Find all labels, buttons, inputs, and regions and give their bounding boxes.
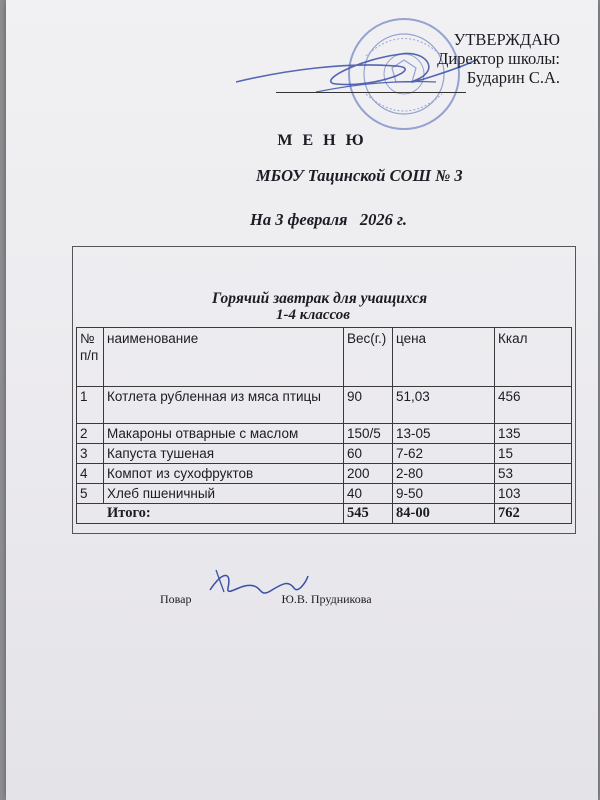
total-kcal: 762 xyxy=(495,504,572,524)
dish-weight: 90 xyxy=(344,387,393,424)
menu-table xyxy=(76,327,572,524)
school-name: МБОУ Тацинской СОШ № 3 xyxy=(256,166,463,185)
header-number: № п/п xyxy=(77,328,104,387)
dish-weight: 40 xyxy=(344,484,393,504)
row-number: 3 xyxy=(77,444,104,464)
dish-name: Компот из сухофруктов xyxy=(104,464,344,484)
dish-weight: 200 xyxy=(344,464,393,484)
header-name: наименование xyxy=(104,328,344,387)
dish-name: Макароны отварные с маслом xyxy=(104,424,344,444)
dish-name: Хлеб пшеничный xyxy=(104,484,344,504)
table-row xyxy=(77,387,572,424)
meal-caption: Горячий завтрак для учащихся xyxy=(212,290,428,307)
total-label: Итого: xyxy=(77,504,344,524)
header-kcal: Ккал xyxy=(495,328,572,387)
dish-kcal: 53 xyxy=(495,464,572,484)
dish-price: 7-62 xyxy=(393,444,495,464)
document-title: М Е Н Ю xyxy=(277,132,367,149)
total-row xyxy=(77,504,572,524)
dish-name: Капуста тушеная xyxy=(104,444,344,464)
total-weight: 545 xyxy=(344,504,393,524)
document-page xyxy=(6,0,598,800)
table-row xyxy=(77,444,572,464)
table-row xyxy=(77,484,572,504)
cook-label: Повар xyxy=(160,592,192,606)
dish-price: 9-50 xyxy=(393,484,495,504)
row-number: 2 xyxy=(77,424,104,444)
dish-kcal: 456 xyxy=(495,387,572,424)
table-header-row xyxy=(77,328,572,387)
approval-name: Бударин С.А. xyxy=(466,68,560,87)
total-price: 84-00 xyxy=(393,504,495,524)
dish-price: 2-80 xyxy=(393,464,495,484)
dish-kcal: 15 xyxy=(495,444,572,464)
row-number: 5 xyxy=(77,484,104,504)
cook-name: Ю.В. Прудникова xyxy=(281,592,372,606)
dish-name: Котлета рубленная из мяса птицы xyxy=(104,387,344,424)
approval-position: Директор школы: xyxy=(437,49,560,68)
dish-price: 51,03 xyxy=(393,387,495,424)
approval-block xyxy=(437,30,560,87)
director-signature-line xyxy=(276,92,466,93)
header-price: цена xyxy=(393,328,495,387)
menu-date: На 3 февраля 2026 г. xyxy=(250,210,408,229)
grade-caption: 1-4 классов xyxy=(276,307,350,323)
dish-kcal: 135 xyxy=(495,424,572,444)
cook-signature-line xyxy=(160,592,372,607)
dish-weight: 150/5 xyxy=(344,424,393,444)
approval-heading: УТВЕРЖДАЮ xyxy=(453,30,560,49)
table-row xyxy=(77,424,572,444)
dish-price: 13-05 xyxy=(393,424,495,444)
header-weight: Вес(г.) xyxy=(344,328,393,387)
table-row xyxy=(77,464,572,484)
row-number: 4 xyxy=(77,464,104,484)
dish-weight: 60 xyxy=(344,444,393,464)
row-number: 1 xyxy=(77,387,104,424)
dish-kcal: 103 xyxy=(495,484,572,504)
